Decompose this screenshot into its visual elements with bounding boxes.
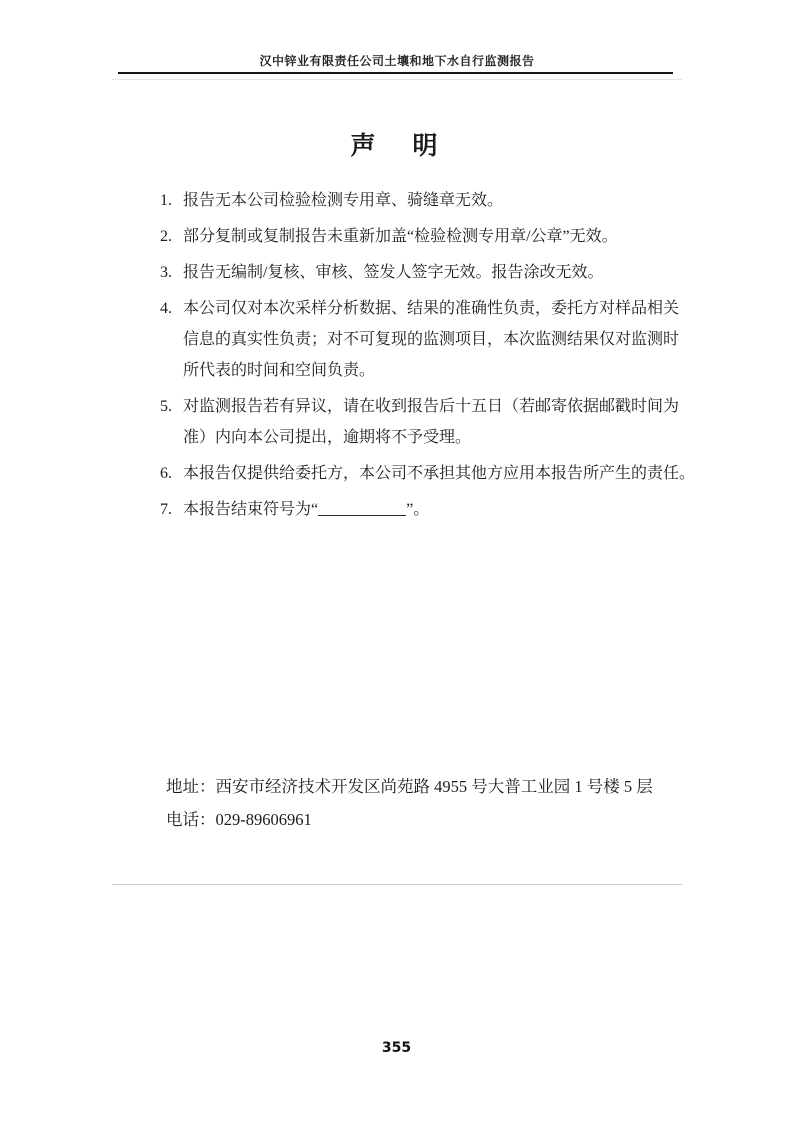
- page-number: 355: [381, 1040, 412, 1056]
- statement-number: 7.: [160, 501, 172, 518]
- statement-text: 报告无编制/复核、审核、签发人签字无效。报告涂改无效。: [183, 264, 604, 281]
- header-rule: [118, 72, 673, 74]
- phone-label: 电话：: [166, 810, 216, 829]
- statement-item-5: [160, 391, 680, 453]
- page-top-edge-line: [112, 79, 682, 80]
- statement-text: 本报告仅提供给委托方，本公司不承担其他方应用本报告所产生的责任。: [183, 465, 696, 482]
- phone-value: 029-89606961: [215, 810, 312, 829]
- statement-item-6: [160, 458, 696, 489]
- statement-item-4: [160, 293, 680, 386]
- declaration-title: 声 明: [350, 133, 444, 160]
- header-title: 汉中锌业有限责任公司土壤和地下水自行监测报告: [259, 54, 535, 68]
- statement-item-1: [160, 185, 660, 216]
- end-symbol-text-before: 本报告结束符号为“: [183, 501, 319, 518]
- statement-item-2: [160, 221, 660, 252]
- statement-text: 部分复制或复制报告未重新加盖“检验检测专用章/公章”无效。: [183, 228, 618, 245]
- statement-text: 所代表的时间和空间负责。: [183, 362, 376, 379]
- phone-line: [166, 803, 686, 836]
- address-line: [166, 770, 686, 803]
- statement-text: 信息的真实性负责；对不可复现的监测项目，本次监测结果仅对监测时: [183, 331, 680, 348]
- end-symbol-blank: [318, 515, 406, 516]
- statement-number: 3.: [160, 264, 172, 281]
- address-value: 西安市经济技术开发区尚苑路 4955 号大普工业园 1 号楼 5 层: [215, 777, 653, 796]
- statement-number: 5.: [160, 398, 172, 415]
- statement-item-3: [160, 257, 660, 288]
- page-bottom-edge-line: [112, 884, 682, 885]
- statement-item-7: [160, 494, 660, 525]
- statement-number: 1.: [160, 192, 172, 209]
- statement-text: 准）内向本公司提出，逾期将不予受理。: [183, 429, 472, 446]
- statement-list: [160, 185, 696, 530]
- contact-block: [166, 770, 686, 836]
- end-symbol-text-after: ”。: [406, 501, 430, 518]
- statement-number: 6.: [160, 465, 172, 482]
- address-label: 地址：: [166, 777, 216, 796]
- statement-text: 对监测报告若有异议，请在收到报告后十五日（若邮寄依据邮戳时间为: [183, 398, 680, 415]
- statement-text: 报告无本公司检验检测专用章、骑缝章无效。: [183, 192, 504, 209]
- statement-text: [183, 494, 660, 525]
- statement-number: 4.: [160, 300, 172, 317]
- statement-text: 本公司仅对本次采样分析数据、结果的准确性负责，委托方对样品相关: [183, 300, 680, 317]
- statement-number: 2.: [160, 228, 172, 245]
